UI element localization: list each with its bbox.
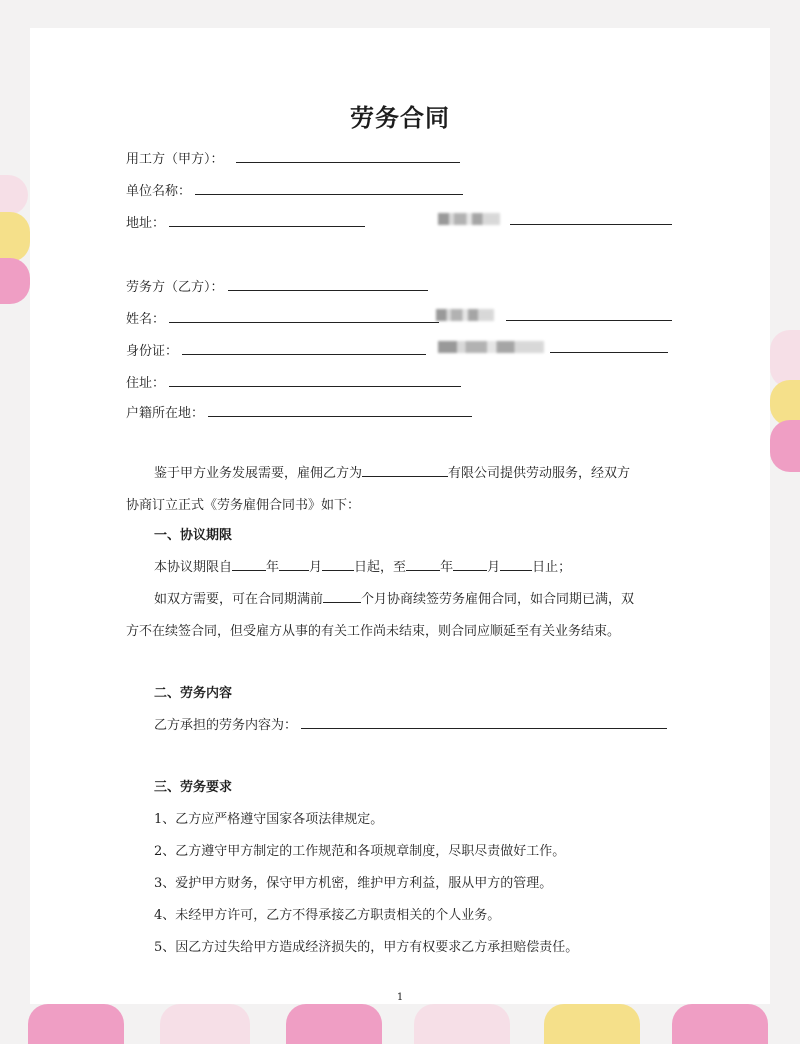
party-b-label: 劳务方（乙方）： [126,280,224,295]
end-day-blank[interactable] [500,557,532,571]
requirement-item: 2、乙方遵守甲方制定的工作规范和各项规章制度，尽职尽责做好工作。 [154,844,566,859]
renew-line-2: 方不在续签合同，但受雇方从事的有关工作尚未结束，则合同应顺延至有关业务结束。 [126,624,621,639]
intro-text: 有限公司提供劳动服务，经双方 [448,466,631,481]
section-heading: 二、劳务内容 [154,686,233,701]
intro-line-2: 协商订立正式《劳务雇佣合同书》如下： [126,498,361,513]
term-text: 日止； [532,560,572,575]
term-text: 本协议期限自 [154,560,233,575]
section-heading: 三、劳务要求 [154,780,233,795]
unit-line [126,180,463,199]
content-blank[interactable] [301,715,667,729]
redacted-text [438,213,500,225]
residence-blank[interactable] [169,373,461,387]
renew-text: 如双方需要，可在合同期满前 [154,592,324,607]
end-year-blank[interactable] [406,557,440,571]
hukou-label: 户籍所在地： [126,406,205,421]
renew-text: 个月协商续签劳务雇佣合同，如合同期已满，双 [361,592,635,607]
document-page [30,28,770,1004]
unit-blank[interactable] [195,181,463,195]
section-heading: 一、协议期限 [154,528,233,543]
redacted-text [438,341,544,353]
intro-text: 鉴于甲方业务发展需要，雇佣乙方为 [154,466,363,481]
party-b-line [126,276,428,295]
id-blank[interactable] [182,341,426,355]
redacted-field-blank[interactable] [510,224,672,225]
requirement-item: 3、爱护甲方财务，保守甲方机密，维护甲方利益，服从甲方的管理。 [154,876,553,891]
redacted-field-blank[interactable] [550,352,668,353]
redacted-field-blank[interactable] [506,320,672,321]
term-line [154,556,571,575]
residence-line [126,372,461,391]
hukou-line [126,402,472,421]
renew-line-1 [154,588,634,607]
term-text: 年 [266,560,280,575]
decor-bottom-dots [0,1004,800,1044]
address-label: 地址： [126,216,166,231]
decor-band [0,258,30,304]
employer-line [126,148,460,167]
residence-label: 住址： [126,376,166,391]
term-text: 月 [487,560,501,575]
term-text: 日起，至 [354,560,407,575]
company-blank[interactable] [362,463,448,477]
start-day-blank[interactable] [322,557,354,571]
name-blank[interactable] [169,309,439,323]
term-text: 月 [309,560,323,575]
decor-band [0,212,30,262]
start-month-blank[interactable] [279,557,309,571]
hukou-blank[interactable] [208,403,472,417]
start-year-blank[interactable] [232,557,266,571]
address-line [126,212,365,231]
unit-label: 单位名称： [126,184,192,199]
requirement-item: 4、未经甲方许可，乙方不得承接乙方职责相关的个人业务。 [154,908,501,923]
requirement-item: 5、因乙方过失给甲方造成经济损失的，甲方有权要求乙方承担赔偿责任。 [154,940,579,955]
term-text: 年 [440,560,454,575]
intro-line-1 [154,462,630,481]
name-label: 姓名： [126,312,166,327]
page-number: 1 [396,992,404,1003]
id-line [126,340,426,359]
content-label: 乙方承担的劳务内容为： [154,718,298,733]
redacted-text [436,309,494,321]
address-blank[interactable] [169,213,365,227]
id-label: 身份证： [126,344,179,359]
content-line [154,714,667,733]
requirement-item: 1、乙方应严格遵守国家各项法律规定。 [154,812,384,827]
employer-blank[interactable] [236,149,460,163]
document-title: 劳务合同 [350,103,450,132]
months-blank[interactable] [323,589,361,603]
end-month-blank[interactable] [453,557,487,571]
name-line [126,308,439,327]
decor-band [770,420,800,472]
party-b-blank[interactable] [228,277,428,291]
decor-band [0,175,28,215]
employer-label: 用工方（甲方）： [126,152,224,167]
